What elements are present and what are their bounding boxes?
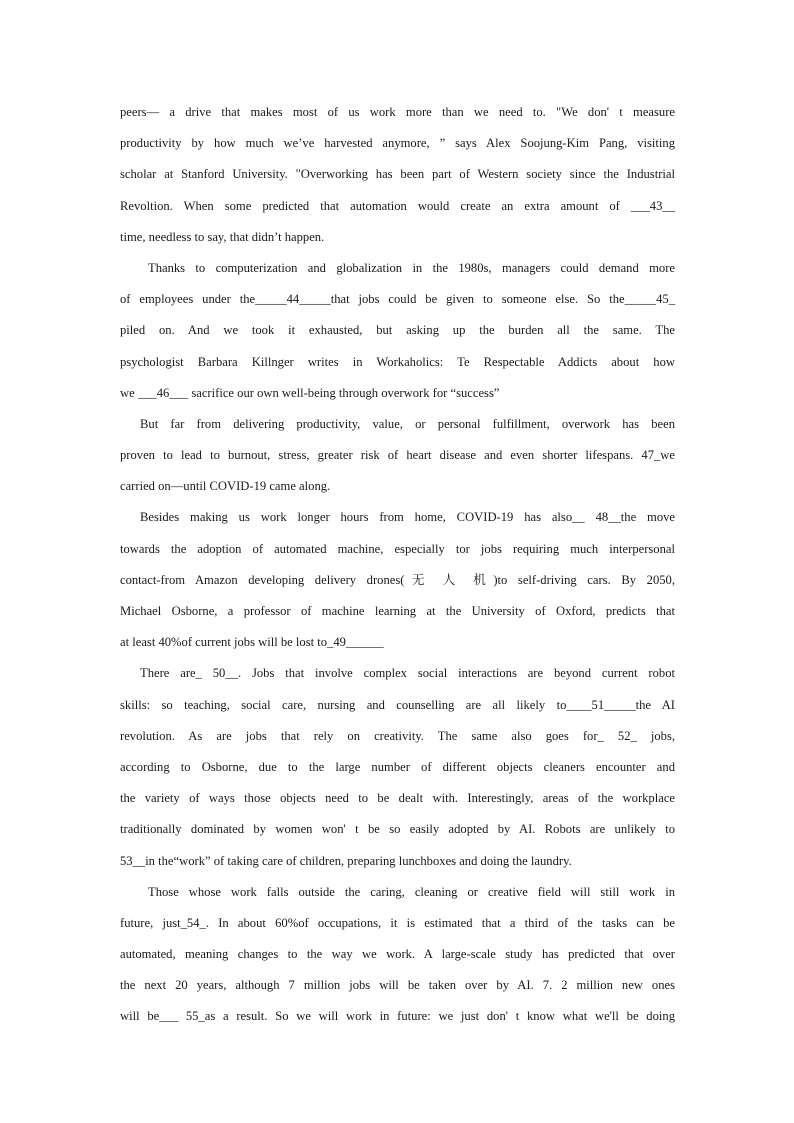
text-line: proven to lead to burnout, stress, greater risk of heart disease and even shorter lifespans. 47_we (120, 448, 675, 463)
text-line: But far from delivering productivity, value, or personal fulfillment, overwork has been (140, 416, 675, 431)
text-line: revolution. As are jobs that rely on creativity. The same also goes for_ 52_ jobs, (120, 728, 675, 743)
text-line: the next 20 years, although 7 million jobs will be taken over by AI. 7. 2 million new ones (120, 978, 675, 993)
text-line: contact-from Amazon developing delivery drones(无 人 机)to self-driving cars. By 2050, (120, 572, 675, 587)
text-line: we ___46___ sacrifice our own well-being through overwork for “success” (120, 385, 500, 400)
text-line: Besides making us work longer hours from home, COVID-19 has also__ 48__the move (140, 510, 675, 525)
text-line: Thanks to computerization and globalization in the 1980s, managers could demand more (148, 260, 675, 275)
text-line: towards the adoption of automated machine, especially tor jobs requiring much interpersonal (120, 541, 675, 556)
text-line: productivity by how much we’ve harvested anymore, ” says Alex Soojung-Kim Pang, visiting (120, 136, 675, 151)
text-line: time, needless to say, that didn’t happen. (120, 229, 325, 244)
text-line: piled on. And we took it exhausted, but asking up the burden all the same. The (120, 323, 675, 338)
text-line: according to Osborne, due to the large number of different objects cleaners encounter and (120, 759, 675, 774)
text-line: the variety of ways those objects need to be dealt with. Interestingly, areas of the workplace (120, 791, 675, 806)
text-line: There are_ 50__. Jobs that involve complex social interactions are beyond current robot (140, 666, 675, 681)
text-line: traditionally dominated by women won' t be so easily adopted by AI. Robots are unlikely to (120, 822, 675, 837)
text-line: future, just_54_. In about 60%of occupations, it is estimated that a third of the tasks can be (120, 915, 675, 930)
text-line: peers— a drive that makes most of us work more than we need to. "We don' t measure (120, 105, 675, 119)
text-line: psychologist Barbara Killnger writes in Workaholics: Te Respectable Addicts about how (120, 354, 675, 369)
text-line: automated, meaning changes to the way we work. A large-scale study has predicted that over (120, 947, 675, 962)
text-line: Revoltion. When some predicted that automation would create an extra amount of ___43__ (120, 198, 675, 213)
passage-body (120, 97, 675, 1033)
text-line: skills: so teaching, social care, nursing and counselling are all likely to____51_____the AI (120, 697, 675, 712)
text-line: at least 40%of current jobs will be lost to_49______ (120, 635, 384, 650)
text-line: Those whose work falls outside the caring, cleaning or creative field will still work in (148, 884, 675, 899)
text-line: will be___ 55_as a result. So we will work in future: we just don' t know what we'll be doing (120, 1009, 675, 1024)
text-line: of employees under the_____44_____that jobs could be given to someone else. So the_____45_ (120, 292, 675, 307)
text-line: scholar at Stanford University. "Overworking has been part of Western society since the Industrial (120, 167, 675, 182)
text-line: carried on—until COVID-19 came along. (120, 479, 331, 494)
text-line: 53__in the“work” of taking care of children, preparing lunchboxes and doing the laundry. (120, 853, 572, 868)
text-line: Michael Osborne, a professor of machine learning at the University of Oxford, predicts that (120, 604, 675, 618)
